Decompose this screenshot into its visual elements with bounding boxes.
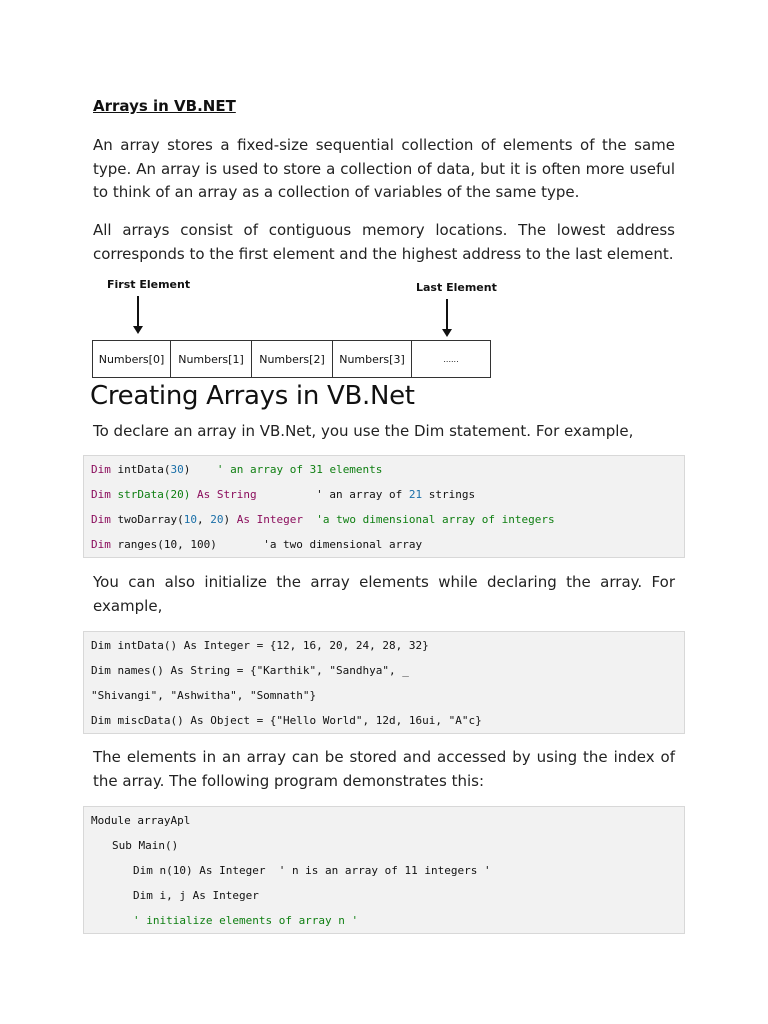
last-element-arrow-icon [442,329,452,337]
first-element-arrow-icon [133,326,143,334]
code-block-declare [83,455,685,558]
code-line: Dim miscData() As Object = {"Hello World", 12d, 16ui, "A"c} [91,714,482,727]
code-line: Dim ranges(10, 100) 'a two dimensional array [91,538,423,551]
init-paragraph: You can also initialize the array elements while declaring the array. For example, [93,573,675,615]
code-line: Dim n(10) As Integer ' n is an array of 11 integers ' [133,864,491,877]
code-block-program [83,806,685,934]
intro-paragraph-2: All arrays consist of contiguous memory locations. The lowest address corresponds to the first element and the highest address to the last element. [93,221,675,263]
code-line: Sub Main() [112,839,179,852]
code-line: Dim names() As String = {"Karthik", "Sandhya", _ [91,664,409,677]
code-line: Dim i, j As Integer [133,889,259,902]
first-element-arrow-line [137,296,139,326]
last-element-arrow-line [446,299,448,329]
array-cell: Numbers[0] [93,341,171,377]
first-element-label: First Element [107,278,191,291]
section-heading: Creating Arrays in VB.Net [90,381,415,411]
code-line: Dim twoDarray(10, 20) As Integer 'a two dimensional array of integers [91,513,555,526]
array-cell: Numbers[2] [252,341,333,377]
declare-paragraph: To declare an array in VB.Net, you use the Dim statement. For example, [93,422,634,440]
code-block-init [83,631,685,734]
intro-paragraph-1: An array stores a fixed-size sequential collection of elements of the same type. An array is used to store a collection of data, but it is often more useful to think of an array as a collection of variables of the same type. [93,136,675,201]
code-line: Module arrayApl [91,814,191,827]
last-element-label: Last Element [416,281,497,294]
code-line: ' initialize elements of array n ' [133,914,359,927]
code-line: Dim intData() As Integer = {12, 16, 20, 24, 28, 32} [91,639,429,652]
array-cell-ellipsis: ...... [443,354,459,364]
array-cell: Numbers[1] [171,341,252,377]
page-title: Arrays in VB.NET [93,97,236,115]
array-diagram [92,340,491,378]
code-line: Dim intData(30) ' an array of 31 elements [91,463,383,476]
code-line: "Shivangi", "Ashwitha", "Somnath"} [91,689,317,702]
code-line: Dim strData(20) As String ' an array of 21 strings [91,488,476,501]
access-paragraph: The elements in an array can be stored and accessed by using the index of the array. The following program demonstrates this: [93,748,675,790]
array-cell: Numbers[3] [333,341,412,377]
